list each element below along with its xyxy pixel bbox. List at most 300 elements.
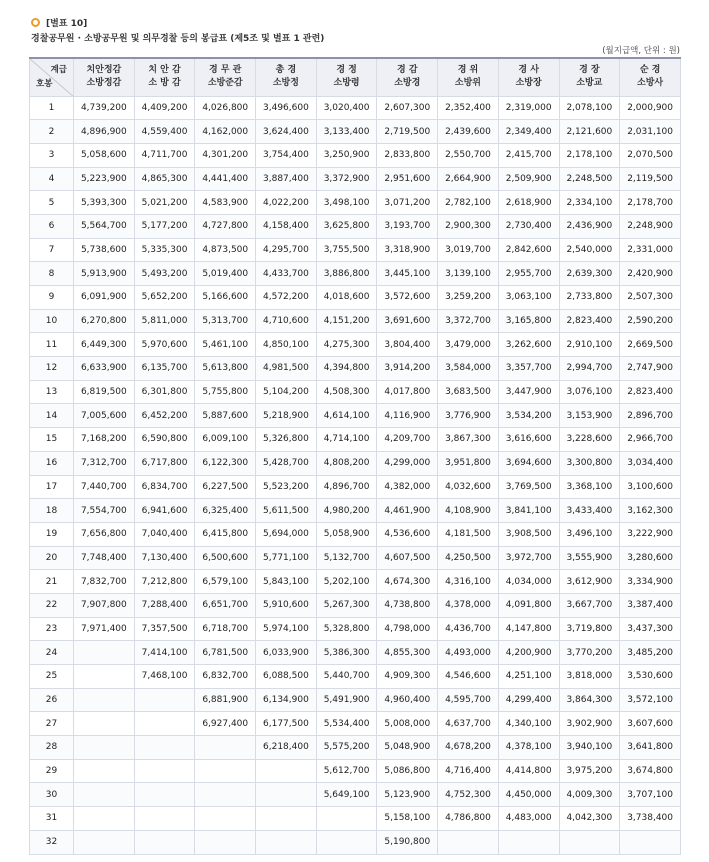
salary-cell: 3,193,700 — [377, 214, 438, 238]
table-row — [30, 191, 681, 215]
salary-cell: 5,021,200 — [134, 191, 195, 215]
rank-header-cell — [74, 58, 135, 96]
salary-cell: 6,781,500 — [195, 641, 256, 665]
step-number-cell: 16 — [30, 451, 74, 475]
salary-cell: 4,716,400 — [438, 759, 499, 783]
table-row — [30, 120, 681, 144]
salary-cell: 4,450,000 — [498, 783, 559, 807]
salary-cell: 6,135,700 — [134, 357, 195, 381]
salary-cell: 6,088,500 — [256, 665, 317, 689]
salary-cell: 4,441,400 — [195, 167, 256, 191]
salary-cell: 2,540,000 — [559, 238, 620, 262]
salary-cell: 6,718,700 — [195, 617, 256, 641]
salary-cell: 4,009,300 — [559, 783, 620, 807]
salary-cell: 5,974,100 — [256, 617, 317, 641]
salary-cell: 7,907,800 — [74, 593, 135, 617]
salary-cell: 6,449,300 — [74, 333, 135, 357]
salary-cell: 3,133,400 — [316, 120, 377, 144]
salary-cell — [74, 665, 135, 689]
salary-cell: 5,652,200 — [134, 286, 195, 310]
salary-cell: 3,683,500 — [438, 380, 499, 404]
salary-cell: 3,485,200 — [620, 641, 681, 665]
salary-cell: 4,042,300 — [559, 807, 620, 831]
salary-cell: 2,248,500 — [559, 167, 620, 191]
salary-cell: 3,572,100 — [620, 688, 681, 712]
salary-cell: 4,508,300 — [316, 380, 377, 404]
step-number-cell: 10 — [30, 309, 74, 333]
salary-cell: 5,123,900 — [377, 783, 438, 807]
salary-cell: 6,134,900 — [256, 688, 317, 712]
salary-cell — [316, 830, 377, 854]
table-row — [30, 143, 681, 167]
salary-cell — [134, 830, 195, 854]
salary-cell: 4,710,600 — [256, 309, 317, 333]
salary-cell: 4,250,500 — [438, 546, 499, 570]
salary-cell: 4,980,200 — [316, 499, 377, 523]
salary-cell: 6,590,800 — [134, 428, 195, 452]
salary-cell: 4,299,400 — [498, 688, 559, 712]
salary-cell: 4,483,000 — [498, 807, 559, 831]
salary-cell: 2,823,400 — [620, 380, 681, 404]
salary-cell: 6,927,400 — [195, 712, 256, 736]
salary-cell: 4,295,700 — [256, 238, 317, 262]
salary-cell: 3,607,600 — [620, 712, 681, 736]
salary-cell: 4,896,700 — [316, 475, 377, 499]
police-rank-label: 경 감 — [397, 65, 418, 76]
table-row — [30, 688, 681, 712]
salary-cell: 2,248,900 — [620, 214, 681, 238]
fire-rank-label: 소방정감 — [86, 78, 122, 89]
salary-cell: 6,177,500 — [256, 712, 317, 736]
step-number-cell: 17 — [30, 475, 74, 499]
table-row — [30, 736, 681, 760]
salary-cell: 5,158,100 — [377, 807, 438, 831]
salary-cell: 3,496,100 — [559, 522, 620, 546]
salary-cell: 4,727,800 — [195, 214, 256, 238]
salary-cell: 3,770,200 — [559, 641, 620, 665]
salary-cell: 5,440,700 — [316, 665, 377, 689]
salary-cell: 2,664,900 — [438, 167, 499, 191]
salary-cell: 3,624,400 — [256, 120, 317, 144]
salary-cell: 3,280,600 — [620, 546, 681, 570]
salary-cell: 4,637,700 — [438, 712, 499, 736]
salary-cell: 6,941,600 — [134, 499, 195, 523]
salary-cell: 4,595,700 — [438, 688, 499, 712]
police-rank-label: 치안정감 — [86, 65, 122, 76]
step-number-cell: 6 — [30, 214, 74, 238]
salary-cell: 3,625,800 — [316, 214, 377, 238]
salary-cell: 5,493,200 — [134, 262, 195, 286]
salary-cell: 4,461,900 — [377, 499, 438, 523]
table-row — [30, 712, 681, 736]
salary-cell — [195, 736, 256, 760]
salary-cell: 5,104,200 — [256, 380, 317, 404]
salary-cell: 2,331,000 — [620, 238, 681, 262]
salary-cell: 2,507,300 — [620, 286, 681, 310]
salary-cell: 3,641,800 — [620, 736, 681, 760]
salary-cell: 7,554,700 — [74, 499, 135, 523]
salary-cell: 4,162,000 — [195, 120, 256, 144]
salary-cell: 3,139,100 — [438, 262, 499, 286]
salary-cell: 3,300,800 — [559, 451, 620, 475]
salary-cell: 3,372,700 — [438, 309, 499, 333]
salary-cell: 2,078,100 — [559, 96, 620, 120]
salary-cell: 3,372,900 — [316, 167, 377, 191]
salary-cell: 6,301,800 — [134, 380, 195, 404]
table-row — [30, 309, 681, 333]
police-rank-label: 경 사 — [518, 65, 539, 76]
salary-cell: 3,902,900 — [559, 712, 620, 736]
salary-cell: 7,357,500 — [134, 617, 195, 641]
salary-cell: 7,414,100 — [134, 641, 195, 665]
salary-cell: 5,048,900 — [377, 736, 438, 760]
step-number-cell: 3 — [30, 143, 74, 167]
salary-cell: 4,017,800 — [377, 380, 438, 404]
step-number-cell: 8 — [30, 262, 74, 286]
salary-cell — [195, 759, 256, 783]
salary-cell: 4,200,900 — [498, 641, 559, 665]
salary-cell — [134, 783, 195, 807]
salary-cell: 3,071,200 — [377, 191, 438, 215]
salary-cell — [134, 712, 195, 736]
salary-cell: 5,428,700 — [256, 451, 317, 475]
salary-cell: 5,523,200 — [256, 475, 317, 499]
salary-cell: 2,639,300 — [559, 262, 620, 286]
salary-cell: 2,900,300 — [438, 214, 499, 238]
salary-cell: 6,579,100 — [195, 570, 256, 594]
fire-rank-label: 소방사 — [637, 78, 664, 89]
table-row — [30, 451, 681, 475]
fire-rank-label: 소방위 — [454, 78, 482, 89]
salary-cell: 4,674,300 — [377, 570, 438, 594]
salary-cell: 3,914,200 — [377, 357, 438, 381]
salary-cell: 7,312,700 — [74, 451, 135, 475]
salary-cell: 6,218,400 — [256, 736, 317, 760]
salary-cell: 4,209,700 — [377, 428, 438, 452]
salary-cell — [316, 807, 377, 831]
salary-cell: 4,108,900 — [438, 499, 499, 523]
step-number-cell: 31 — [30, 807, 74, 831]
salary-cell: 4,546,600 — [438, 665, 499, 689]
pay-table — [29, 57, 681, 855]
salary-cell — [438, 830, 499, 854]
salary-cell: 3,250,900 — [316, 143, 377, 167]
salary-cell: 4,116,900 — [377, 404, 438, 428]
salary-cell: 5,461,100 — [195, 333, 256, 357]
rank-header-cell — [438, 58, 499, 96]
salary-cell: 6,270,800 — [74, 309, 135, 333]
table-row — [30, 522, 681, 546]
step-number-cell: 13 — [30, 380, 74, 404]
salary-cell — [74, 712, 135, 736]
salary-cell — [498, 830, 559, 854]
salary-cell: 3,769,500 — [498, 475, 559, 499]
salary-cell: 2,951,600 — [377, 167, 438, 191]
salary-cell: 6,651,700 — [195, 593, 256, 617]
step-number-cell: 26 — [30, 688, 74, 712]
salary-cell: 4,614,100 — [316, 404, 377, 428]
salary-cell: 4,022,200 — [256, 191, 317, 215]
salary-cell — [256, 807, 317, 831]
salary-cell: 6,325,400 — [195, 499, 256, 523]
salary-cell: 4,316,100 — [438, 570, 499, 594]
salary-cell: 3,318,900 — [377, 238, 438, 262]
salary-cell: 4,340,100 — [498, 712, 559, 736]
table-row — [30, 783, 681, 807]
salary-cell — [256, 830, 317, 854]
salary-cell: 3,818,000 — [559, 665, 620, 689]
salary-cell: 3,940,100 — [559, 736, 620, 760]
salary-cell: 7,040,400 — [134, 522, 195, 546]
fire-rank-label: 소방준감 — [207, 78, 243, 89]
fire-rank-label: 소 방 감 — [148, 78, 181, 89]
salary-cell: 4,583,900 — [195, 191, 256, 215]
salary-cell: 4,034,000 — [498, 570, 559, 594]
table-row — [30, 286, 681, 310]
salary-cell: 4,808,200 — [316, 451, 377, 475]
salary-cell — [195, 830, 256, 854]
salary-cell: 6,415,800 — [195, 522, 256, 546]
salary-cell: 6,091,900 — [74, 286, 135, 310]
salary-cell: 2,121,600 — [559, 120, 620, 144]
table-row — [30, 357, 681, 381]
salary-cell: 6,832,700 — [195, 665, 256, 689]
table-row — [30, 262, 681, 286]
table-tag: [별표 10] — [46, 18, 88, 29]
table-row — [30, 475, 681, 499]
salary-cell: 5,202,100 — [316, 570, 377, 594]
salary-cell: 3,259,200 — [438, 286, 499, 310]
step-number-cell: 30 — [30, 783, 74, 807]
step-number-cell: 23 — [30, 617, 74, 641]
salary-cell: 3,530,600 — [620, 665, 681, 689]
step-number-cell: 12 — [30, 357, 74, 381]
salary-cell: 4,865,300 — [134, 167, 195, 191]
fire-rank-label: 소방교 — [576, 78, 603, 89]
salary-cell: 7,971,400 — [74, 617, 135, 641]
rank-header-cell — [377, 58, 438, 96]
salary-cell: 3,100,600 — [620, 475, 681, 499]
salary-cell: 4,151,200 — [316, 309, 377, 333]
salary-cell: 2,669,500 — [620, 333, 681, 357]
table-row — [30, 214, 681, 238]
salary-cell: 2,509,900 — [498, 167, 559, 191]
salary-cell: 4,855,300 — [377, 641, 438, 665]
salary-cell — [74, 736, 135, 760]
step-number-cell: 29 — [30, 759, 74, 783]
salary-cell: 3,776,900 — [438, 404, 499, 428]
salary-cell: 6,033,900 — [256, 641, 317, 665]
fire-rank-label: 소방정 — [272, 78, 299, 89]
table-row — [30, 830, 681, 854]
salary-cell: 4,786,800 — [438, 807, 499, 831]
police-rank-label: 치 안 감 — [148, 65, 181, 76]
salary-cell — [74, 807, 135, 831]
salary-cell: 5,887,600 — [195, 404, 256, 428]
step-number-cell: 32 — [30, 830, 74, 854]
salary-cell: 3,479,000 — [438, 333, 499, 357]
salary-cell: 7,656,800 — [74, 522, 135, 546]
salary-cell: 4,026,800 — [195, 96, 256, 120]
salary-cell: 5,755,800 — [195, 380, 256, 404]
salary-cell: 3,864,300 — [559, 688, 620, 712]
salary-cell: 5,008,000 — [377, 712, 438, 736]
salary-cell: 3,738,400 — [620, 807, 681, 831]
salary-cell — [559, 830, 620, 854]
salary-cell: 7,168,200 — [74, 428, 135, 452]
table-row — [30, 641, 681, 665]
salary-cell: 2,966,700 — [620, 428, 681, 452]
salary-cell: 4,714,100 — [316, 428, 377, 452]
salary-cell: 4,850,100 — [256, 333, 317, 357]
table-row — [30, 570, 681, 594]
salary-cell: 2,730,400 — [498, 214, 559, 238]
salary-cell: 5,177,200 — [134, 214, 195, 238]
salary-cell: 4,378,000 — [438, 593, 499, 617]
police-rank-label: 순 경 — [639, 65, 661, 76]
salary-cell: 7,748,400 — [74, 546, 135, 570]
salary-cell: 3,076,100 — [559, 380, 620, 404]
salary-cell: 5,910,600 — [256, 593, 317, 617]
table-row — [30, 665, 681, 689]
salary-cell: 2,319,000 — [498, 96, 559, 120]
title-line — [31, 14, 324, 30]
salary-cell: 3,887,400 — [256, 167, 317, 191]
salary-cell: 2,119,500 — [620, 167, 681, 191]
salary-cell: 2,070,500 — [620, 143, 681, 167]
salary-cell: 3,975,200 — [559, 759, 620, 783]
salary-cell: 2,436,900 — [559, 214, 620, 238]
salary-cell: 5,843,100 — [256, 570, 317, 594]
step-number-cell: 1 — [30, 96, 74, 120]
salary-cell: 3,368,100 — [559, 475, 620, 499]
salary-cell: 6,500,600 — [195, 546, 256, 570]
salary-cell: 2,349,400 — [498, 120, 559, 144]
salary-cell: 3,162,300 — [620, 499, 681, 523]
salary-cell: 3,445,100 — [377, 262, 438, 286]
step-number-cell: 20 — [30, 546, 74, 570]
salary-cell: 2,439,600 — [438, 120, 499, 144]
corner-step-label: 호봉 — [36, 78, 53, 89]
salary-cell: 4,409,200 — [134, 96, 195, 120]
step-number-cell: 4 — [30, 167, 74, 191]
salary-cell — [256, 783, 317, 807]
table-row — [30, 617, 681, 641]
salary-cell: 3,555,900 — [559, 546, 620, 570]
salary-cell — [74, 641, 135, 665]
unit-note: (월지급액, 단위 : 원) — [602, 46, 680, 56]
salary-cell: 3,387,400 — [620, 593, 681, 617]
salary-cell: 6,227,500 — [195, 475, 256, 499]
salary-cell: 2,334,100 — [559, 191, 620, 215]
salary-cell: 3,496,600 — [256, 96, 317, 120]
salary-cell: 2,782,100 — [438, 191, 499, 215]
police-rank-label: 총 경 — [275, 65, 297, 76]
salary-cell: 3,165,800 — [498, 309, 559, 333]
salary-cell: 4,572,200 — [256, 286, 317, 310]
salary-cell: 4,414,800 — [498, 759, 559, 783]
step-number-cell: 9 — [30, 286, 74, 310]
salary-cell: 3,534,200 — [498, 404, 559, 428]
salary-cell: 4,275,300 — [316, 333, 377, 357]
salary-cell: 5,132,700 — [316, 546, 377, 570]
table-row — [30, 759, 681, 783]
salary-cell: 7,832,700 — [74, 570, 135, 594]
salary-cell: 5,811,000 — [134, 309, 195, 333]
salary-cell: 5,267,300 — [316, 593, 377, 617]
salary-cell: 3,262,600 — [498, 333, 559, 357]
salary-cell: 2,000,900 — [620, 96, 681, 120]
salary-cell: 3,691,600 — [377, 309, 438, 333]
salary-cell: 5,386,300 — [316, 641, 377, 665]
salary-cell: 3,357,700 — [498, 357, 559, 381]
salary-cell: 7,130,400 — [134, 546, 195, 570]
pay-table-body — [30, 96, 681, 854]
salary-cell: 2,178,100 — [559, 143, 620, 167]
rank-header-cell — [498, 58, 559, 96]
table-row — [30, 593, 681, 617]
salary-cell: 3,034,400 — [620, 451, 681, 475]
table-row — [30, 167, 681, 191]
salary-cell: 5,771,100 — [256, 546, 317, 570]
salary-cell: 5,611,500 — [256, 499, 317, 523]
salary-cell: 3,334,900 — [620, 570, 681, 594]
salary-cell: 4,147,800 — [498, 617, 559, 641]
salary-cell: 3,667,700 — [559, 593, 620, 617]
police-rank-label: 경 위 — [457, 65, 479, 76]
salary-cell — [256, 759, 317, 783]
table-subtitle: 경찰공무원 · 소방공무원 및 의무경찰 등의 봉급표 (제5조 및 별표 1 관련) — [31, 34, 325, 44]
step-number-cell: 25 — [30, 665, 74, 689]
salary-cell: 4,909,300 — [377, 665, 438, 689]
step-number-cell: 7 — [30, 238, 74, 262]
salary-cell: 4,960,400 — [377, 688, 438, 712]
salary-cell: 2,352,400 — [438, 96, 499, 120]
salary-cell: 4,493,000 — [438, 641, 499, 665]
rank-header-cell — [316, 58, 377, 96]
document-header — [31, 14, 324, 44]
salary-cell: 5,612,700 — [316, 759, 377, 783]
corner-rank-label: 계급 — [50, 65, 67, 75]
salary-cell: 5,328,800 — [316, 617, 377, 641]
salary-cell: 5,575,200 — [316, 736, 377, 760]
salary-cell: 5,326,800 — [256, 428, 317, 452]
rank-header-cell — [620, 58, 681, 96]
salary-cell: 2,550,700 — [438, 143, 499, 167]
salary-cell: 2,415,700 — [498, 143, 559, 167]
salary-cell: 4,032,600 — [438, 475, 499, 499]
salary-cell: 3,841,100 — [498, 499, 559, 523]
salary-cell: 3,019,700 — [438, 238, 499, 262]
table-row — [30, 333, 681, 357]
salary-cell: 4,981,500 — [256, 357, 317, 381]
salary-cell: 5,166,600 — [195, 286, 256, 310]
salary-cell: 3,886,800 — [316, 262, 377, 286]
salary-cell: 5,649,100 — [316, 783, 377, 807]
salary-cell: 4,436,700 — [438, 617, 499, 641]
salary-cell: 3,612,900 — [559, 570, 620, 594]
salary-cell: 2,823,400 — [559, 309, 620, 333]
salary-cell: 3,498,100 — [316, 191, 377, 215]
salary-cell: 3,951,800 — [438, 451, 499, 475]
salary-cell: 6,834,700 — [134, 475, 195, 499]
salary-cell: 4,752,300 — [438, 783, 499, 807]
step-number-cell: 14 — [30, 404, 74, 428]
salary-cell: 7,005,600 — [74, 404, 135, 428]
corner-header-cell — [30, 58, 74, 96]
salary-cell: 7,212,800 — [134, 570, 195, 594]
salary-cell: 2,031,100 — [620, 120, 681, 144]
